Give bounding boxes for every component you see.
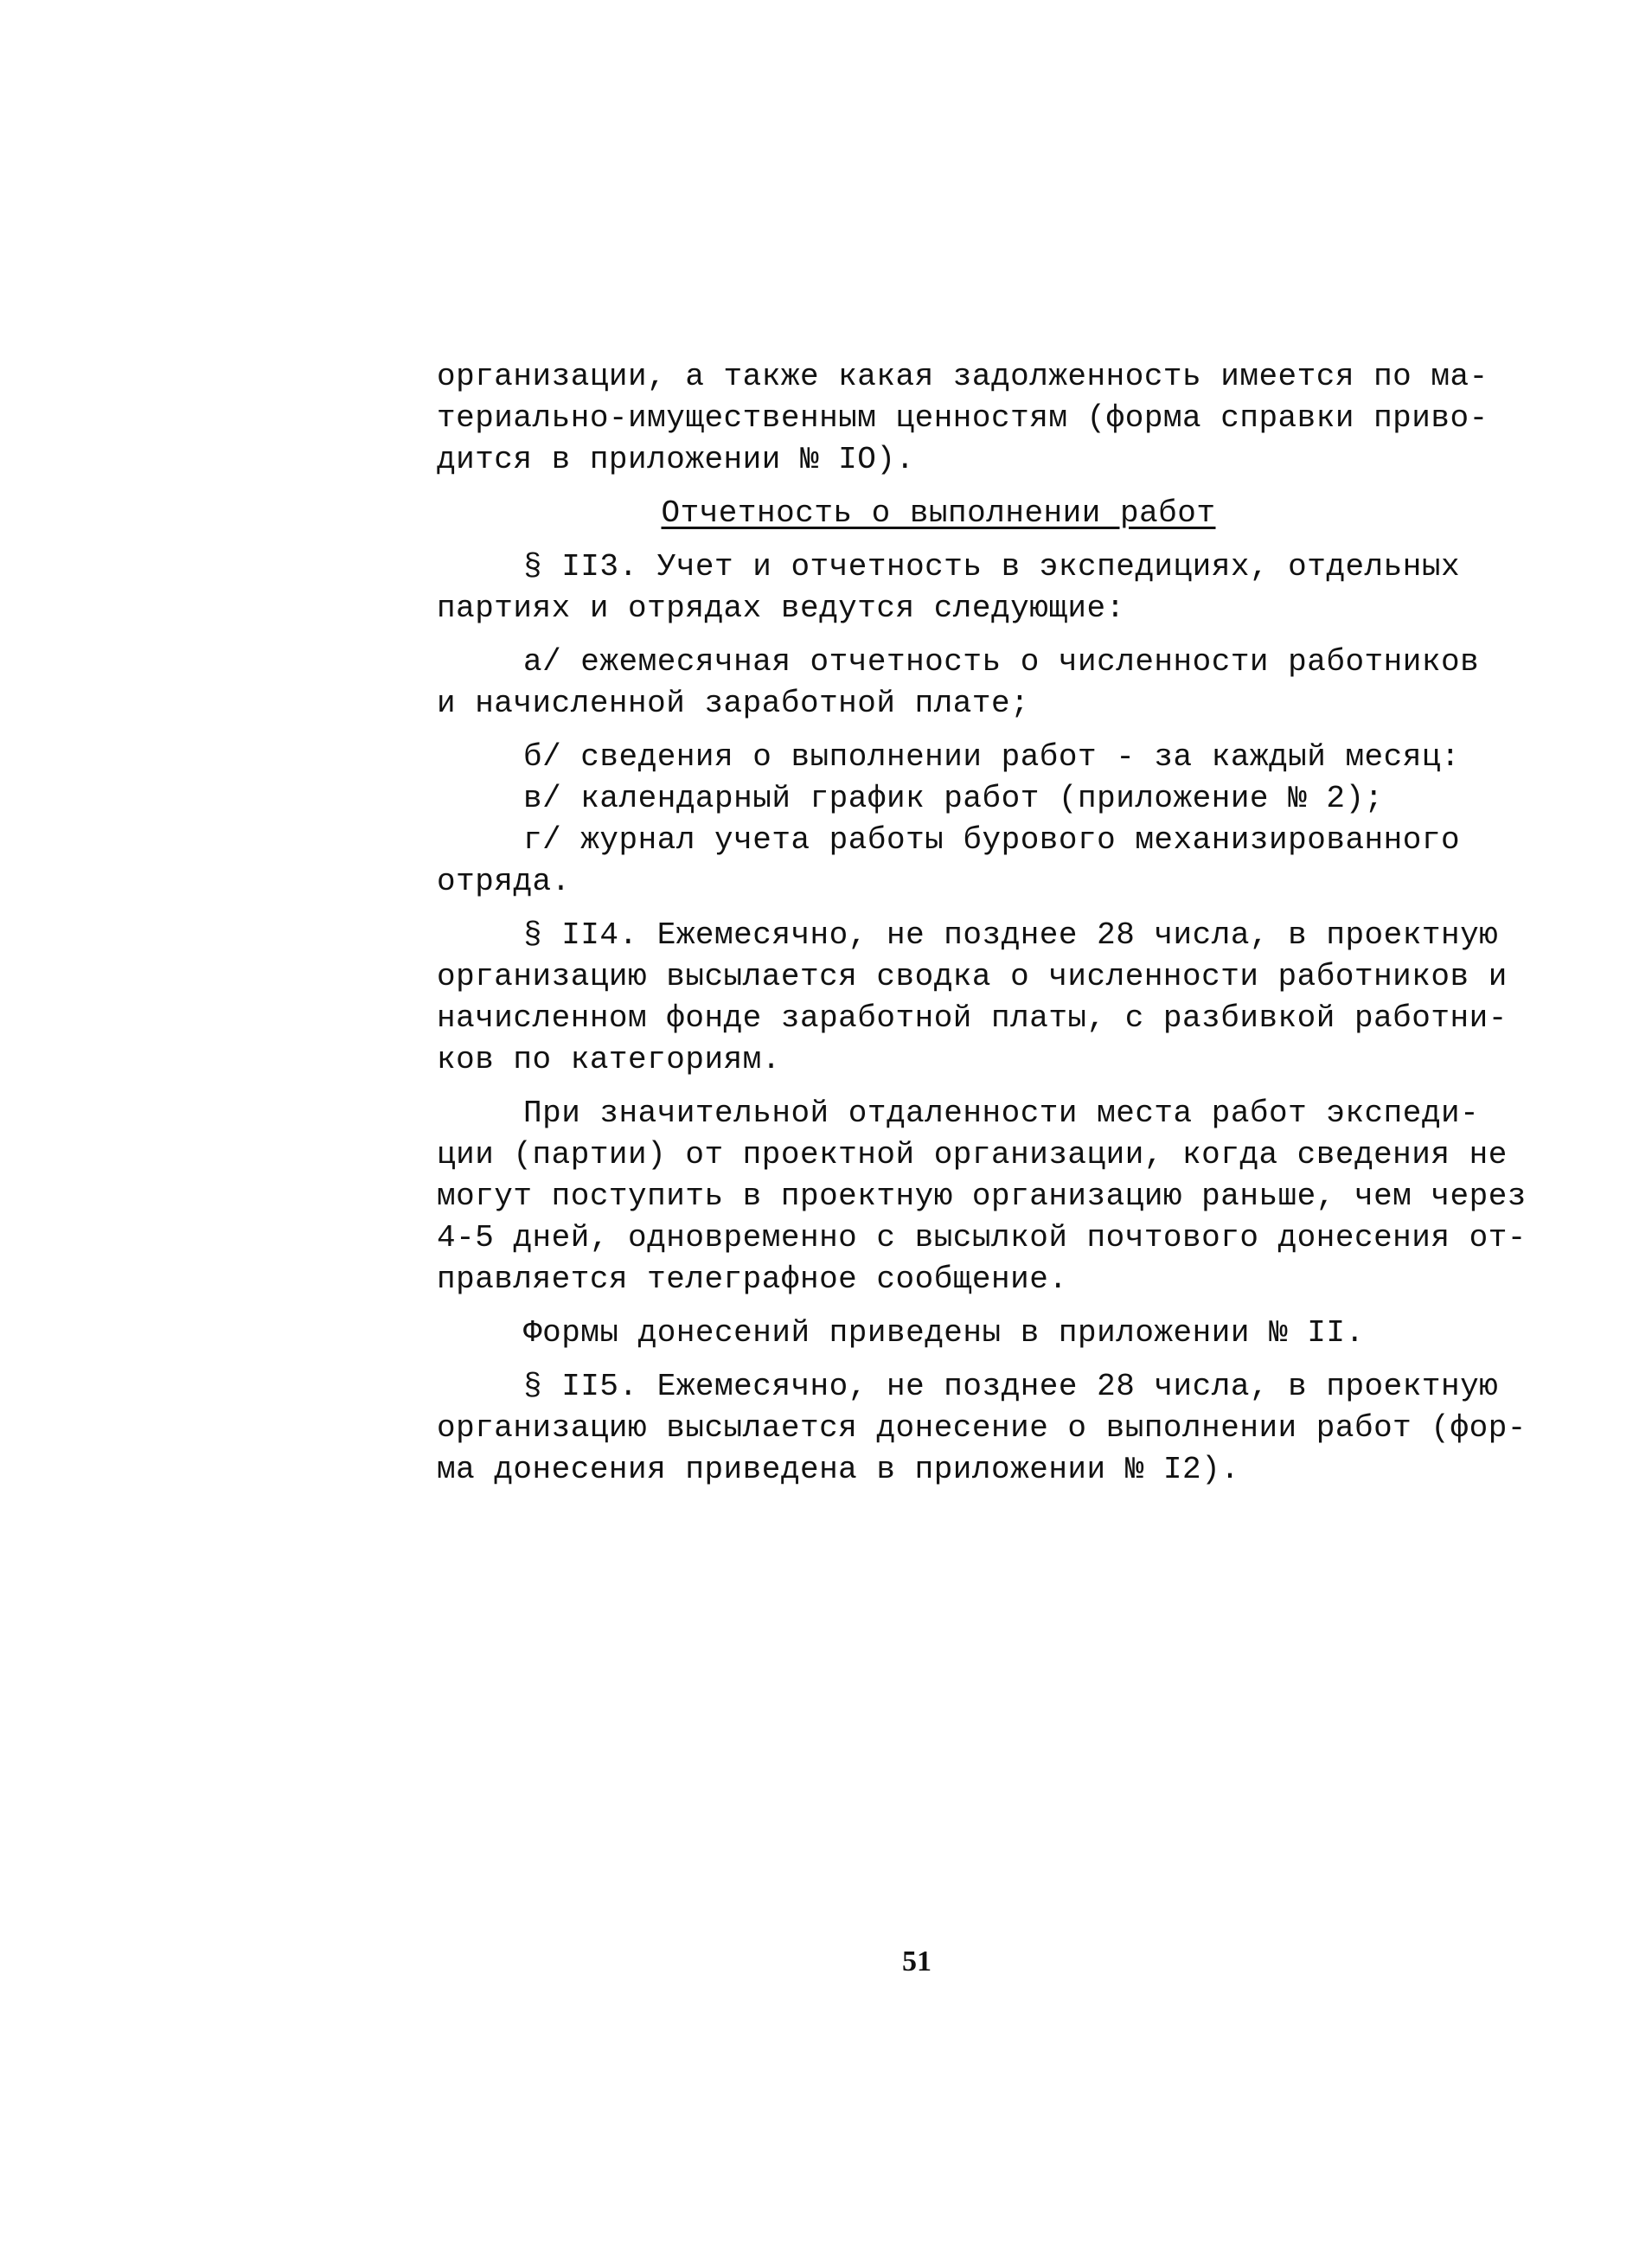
spacer: [437, 1300, 1440, 1313]
list-item-g: [437, 820, 1461, 903]
spacer: [437, 534, 1440, 546]
spacer: [437, 1354, 1440, 1366]
spacer: [437, 725, 1440, 737]
text-line: 4-5 дней, одновременно с высылкой почтового донесения от-: [437, 1220, 1527, 1255]
paragraph-114: [437, 915, 1508, 1081]
spacer: [437, 1081, 1440, 1093]
page-number: 51: [902, 1945, 932, 1977]
text-line: При значительной отдаленности места работ экспеди-: [523, 1096, 1480, 1131]
spacer: [437, 903, 1440, 915]
text-line: могут поступить в проектную организацию раньше, чем через: [437, 1179, 1527, 1214]
list-item-v: в/ календарный график работ (приложение № 2);: [523, 781, 1384, 816]
text-line: дится в приложении № IO).: [437, 442, 915, 477]
text-line: правляется телеграфное сообщение.: [437, 1262, 1068, 1297]
text-line: начисленном фонде заработной платы, с разбивкой работни-: [437, 1000, 1508, 1036]
text-line: организацию высылается сводка о численности работников и: [437, 959, 1508, 994]
text-line: § II4. Ежемесячно, не позднее 28 числа, в проектную: [523, 917, 1499, 953]
list-item-b: б/ сведения о выполнении работ - за каждый месяц:: [523, 739, 1461, 775]
text-line: отряда.: [437, 864, 571, 899]
body-text: [437, 356, 1527, 1491]
text-line: организации, а также какая задолженность имеется по ма-: [437, 359, 1489, 394]
text-line: а/ ежемесячная отчетность о численности работников: [523, 644, 1480, 680]
list-item-a: [437, 642, 1480, 725]
text-line: ции (партии) от проектной организации, когда сведения не: [437, 1137, 1508, 1172]
paragraph-115: [437, 1366, 1527, 1491]
intro-paragraph: [437, 356, 1489, 481]
paragraph-113: [437, 546, 1461, 629]
text-line: г/ журнал учета работы бурового механизированного: [523, 822, 1461, 858]
text-line: партиях и отрядах ведутся следующие:: [437, 591, 1125, 626]
text-line: организацию высылается донесение о выполнении работ (фор-: [437, 1410, 1527, 1446]
spacer: [437, 629, 1440, 642]
spacer: [437, 481, 1440, 493]
paragraph-forms: Формы донесений приведены в приложении № II.: [523, 1315, 1365, 1351]
section-heading: Отчетность о выполнении работ: [661, 495, 1216, 531]
text-line: и начисленной заработной плате;: [437, 686, 1030, 721]
text-line: териально-имущественным ценностям (форма справки приво-: [437, 400, 1489, 436]
text-line: ма донесения приведена в приложении № I2).: [437, 1452, 1240, 1487]
paragraph-remote: [437, 1093, 1527, 1300]
text-line: § II3. Учет и отчетность в экспедициях, отдельных: [523, 549, 1461, 585]
text-line: § II5. Ежемесячно, не позднее 28 числа, в проектную: [523, 1369, 1499, 1404]
text-line: ков по категориям.: [437, 1042, 781, 1077]
